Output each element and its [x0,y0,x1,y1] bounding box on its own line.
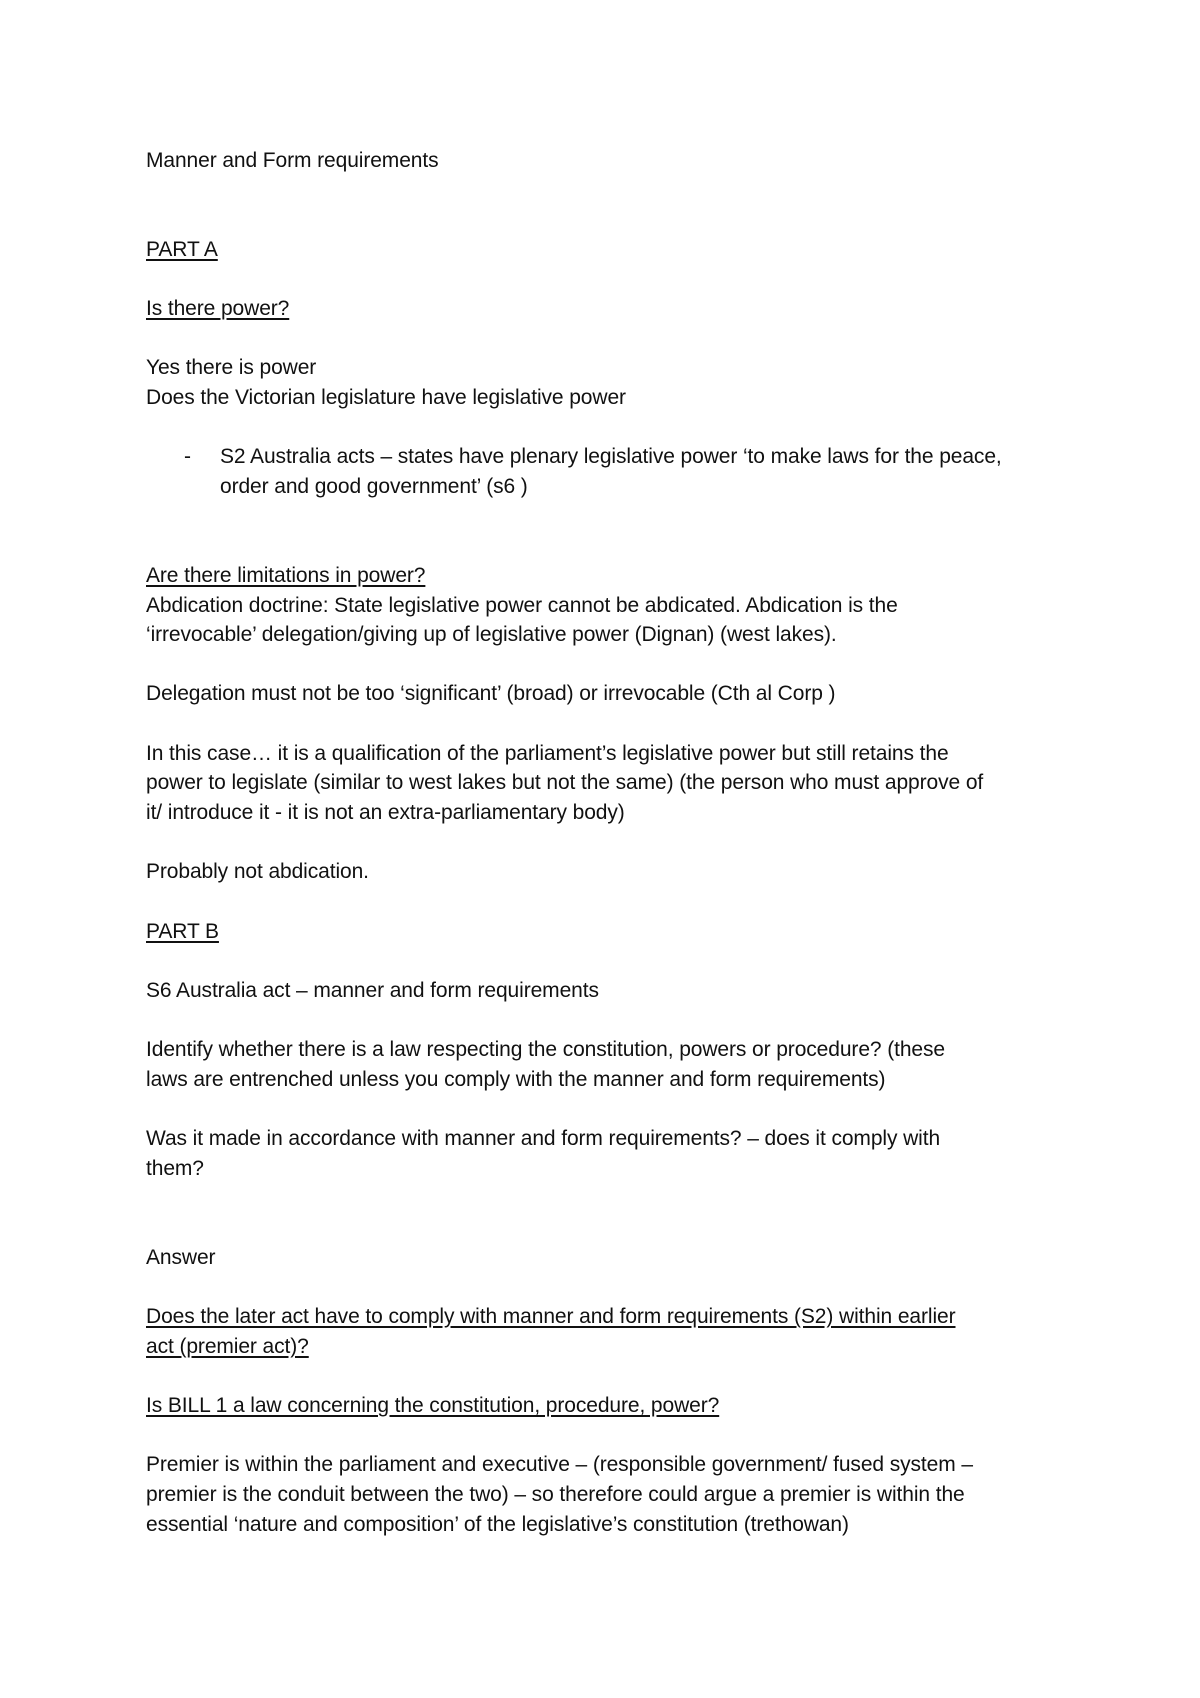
bullet-marker: - [184,445,191,468]
part-a-heading: PART A [146,238,218,261]
paragraph-line: Does the Victorian legislature have legislative power [146,386,626,409]
bullet-text-line: S2 Australia acts – states have plenary legislative power ‘to make laws for the peace, [220,445,1002,468]
paragraph-line: Delegation must not be too ‘significant’ (broad) or irrevocable (Cth al Corp ) [146,682,836,705]
paragraph-line: S6 Australia act – manner and form requirements [146,979,599,1002]
paragraph-line: Identify whether there is a law respecting the constitution, powers or procedure? (these [146,1038,945,1061]
paragraph-line: Abdication doctrine: State legislative power cannot be abdicated. Abdication is the [146,594,898,617]
part-b-heading: PART B [146,920,219,943]
answer-label: Answer [146,1246,216,1269]
paragraph-line: it/ introduce it - it is not an extra-parliamentary body) [146,801,625,824]
paragraph-line: essential ‘nature and composition’ of the legislative’s constitution (trethowan) [146,1513,849,1536]
bullet-text-line: order and good government’ (s6 ) [220,475,528,498]
document-title: Manner and Form requirements [146,149,439,172]
question-limitations-in-power: Are there limitations in power? [146,564,426,587]
paragraph-line: In this case… it is a qualification of the parliament’s legislative power but still retains the [146,742,949,765]
paragraph-line: Yes there is power [146,356,317,379]
paragraph-line: laws are entrenched unless you comply with the manner and form requirements) [146,1068,886,1091]
question-bill-1: Is BILL 1 a law concerning the constitution, procedure, power? [146,1394,720,1417]
question-later-act-comply: act (premier act)? [146,1335,309,1358]
paragraph-line: Was it made in accordance with manner and form requirements? – does it comply with [146,1127,941,1150]
question-is-there-power: Is there power? [146,297,290,320]
paragraph-line: power to legislate (similar to west lakes but not the same) (the person who must approve of [146,771,984,794]
paragraph-line: Probably not abdication. [146,860,369,883]
paragraph-line: ‘irrevocable’ delegation/giving up of legislative power (Dignan) (west lakes). [146,623,837,646]
paragraph-line: Premier is within the parliament and executive – (responsible government/ fused system – [146,1453,973,1476]
question-later-act-comply: Does the later act have to comply with manner and form requirements (S2) within earlier [146,1305,956,1328]
paragraph-line: them? [146,1157,204,1180]
paragraph-line: premier is the conduit between the two) – so therefore could argue a premier is within the [146,1483,965,1506]
